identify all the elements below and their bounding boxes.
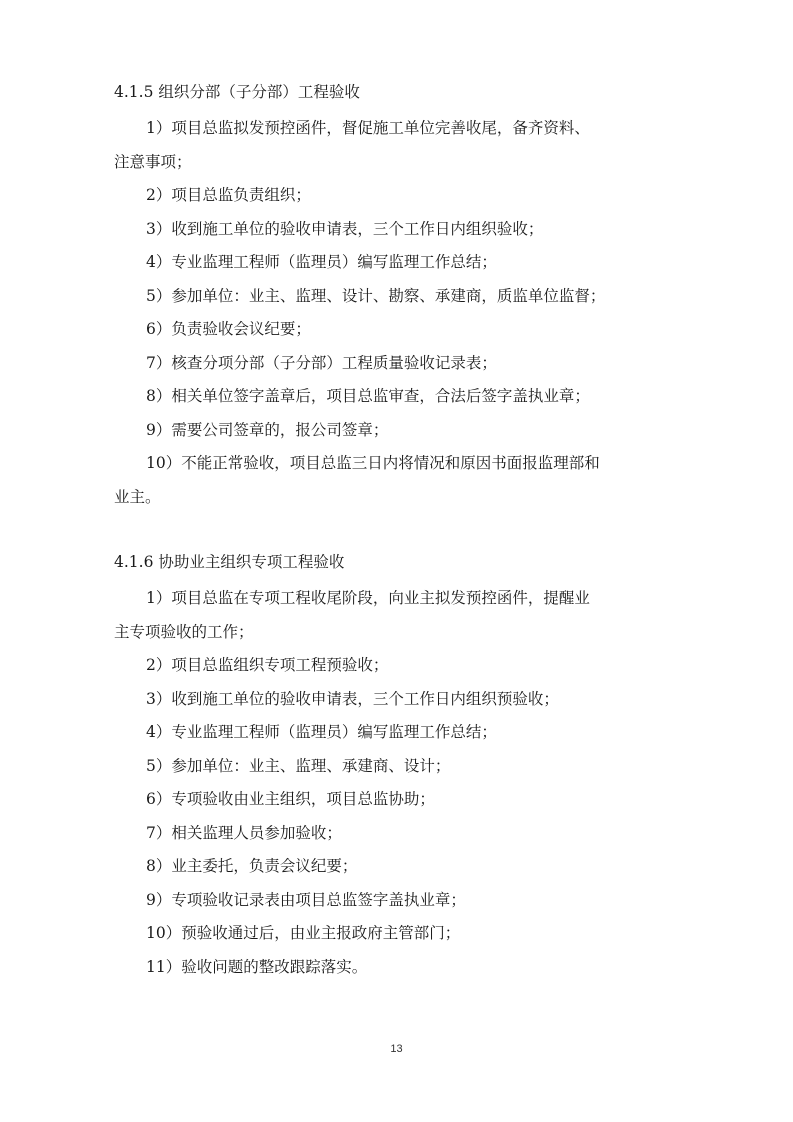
list-item: [114, 380, 694, 414]
list-item: [114, 683, 694, 717]
item-text: 5）参加单位：业主、监理、承建商、设计；: [146, 756, 451, 775]
item-text: 3）收到施工单位的验收申请表，三个工作日内组织验收；: [146, 219, 544, 238]
page-number: 13: [390, 1043, 403, 1055]
list-item: [114, 213, 694, 247]
list-item: [114, 917, 694, 951]
item-list: [114, 112, 694, 514]
list-item: [114, 447, 694, 514]
list-item: [114, 112, 694, 179]
item-text: 11）验收问题的整改跟踪落实。: [146, 957, 368, 976]
list-item: [114, 817, 694, 851]
list-item: [114, 414, 694, 448]
item-list: [114, 582, 694, 984]
section-4-1-5: [114, 82, 694, 514]
item-text: 8）业主委托，负责会议纪要；: [146, 857, 358, 875]
item-text: 4）专业监理工程师（监理员）编写监理工作总结；: [146, 253, 497, 271]
item-text: 7）相关监理人员参加验收；: [146, 823, 342, 842]
list-item: [114, 750, 694, 784]
item-text: 2）项目总监组织专项工程预验收；: [146, 656, 389, 674]
list-item: [114, 716, 694, 750]
item-text: 1）项目总监在专项工程收尾阶段，向业主拟发预控函件，提醒业: [146, 589, 590, 607]
list-item: [114, 246, 694, 280]
list-item: [114, 951, 694, 985]
item-text-continued: 主专项验收的工作；: [114, 622, 254, 641]
item-text: 10）预验收通过后，由业主报政府主管部门；: [146, 924, 461, 942]
list-item: [114, 783, 694, 817]
item-text: 1）项目总监拟发预控函件，督促施工单位完善收尾，备齐资料、: [146, 119, 590, 137]
section-heading: 4.1.6 协助业主组织专项工程验收: [114, 553, 345, 571]
item-text: 4）专业监理工程师（监理员）编写监理工作总结；: [146, 723, 497, 741]
list-item: [114, 280, 694, 314]
list-item: [114, 347, 694, 381]
item-text: 8）相关单位签字盖章后，项目总监审查，合法后签字盖执业章；: [146, 387, 590, 405]
item-text: 5）参加单位：业主、监理、设计、勘察、承建商，质监单位监督；: [146, 286, 606, 305]
item-text: 6）负责验收会议纪要；: [146, 320, 311, 338]
list-item: [114, 313, 694, 347]
section-4-1-6: [114, 552, 694, 984]
list-item: [114, 179, 694, 213]
item-text-continued: 业主。: [114, 487, 161, 506]
item-text: 2）项目总监负责组织；: [146, 186, 311, 204]
item-text: 9）专项验收记录表由项目总监签字盖执业章；: [146, 890, 466, 909]
list-item: [114, 850, 694, 884]
item-text: 9）需要公司签章的，报公司签章；: [146, 420, 389, 439]
item-text-continued: 注意事项；: [114, 152, 192, 171]
item-text: 6）专项验收由业主组织，项目总监协助；: [146, 790, 435, 808]
list-item: [114, 884, 694, 918]
list-item: [114, 649, 694, 683]
list-item: [114, 582, 694, 649]
item-text: 10）不能正常验收，项目总监三日内将情况和原因书面报监理部和: [146, 454, 600, 472]
section-heading: 4.1.5 组织分部（子分部）工程验收: [114, 83, 360, 101]
item-text: 3）收到施工单位的验收申请表，三个工作日内组织预验收；: [146, 689, 559, 708]
item-text: 7）核查分项分部（子分部）工程质量验收记录表；: [146, 353, 497, 372]
